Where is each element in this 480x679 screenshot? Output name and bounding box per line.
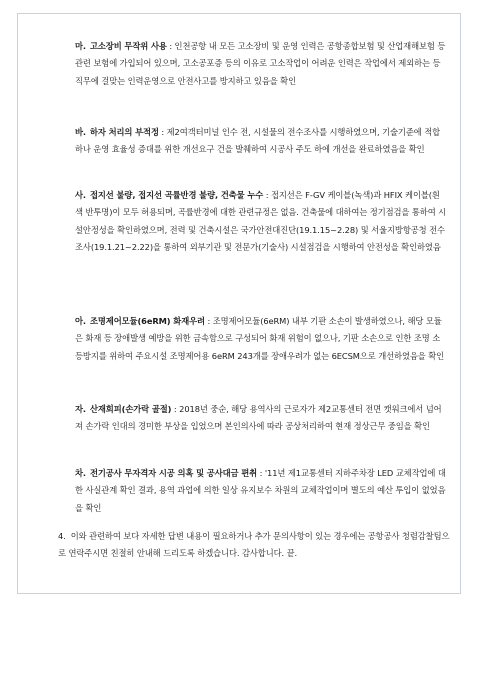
section-text: : 제2여객터미널 인수 전, 시설물의 전수조사를 시행하였으며, 기술기준에 적합하나 운영 효율성 증대를 위한 개선요구 건을 발췌하여 시공사 주도 하에 개선을 완료하였음을 확인: [75, 127, 441, 155]
section-label: 바.: [75, 127, 86, 137]
section-ma: [75, 38, 447, 90]
section-title: 접지선 불량, 접지선 곡률반경 불량, 건축물 누수: [89, 190, 264, 200]
section-title: 고소장비 무작위 사용: [89, 41, 167, 51]
section-label: 사.: [75, 190, 86, 200]
section-text: : 조명제어모듈(6eRM) 내부 기판 소손이 발생하였으나, 해당 모듈은 화재 등 장애발생 예방을 위한 금속함으로 구성되어 화재 위험이 없으나, 기판 소손으로 인한 조명 소등방지를 위하여 주요시설 조명제어용 6eRM 243개를 장애우려가 없는 6ECSM으로 개선하였음을 확인: [75, 316, 445, 361]
section-label: 자.: [75, 404, 86, 414]
section-ba: [75, 124, 447, 159]
section-sa: [75, 187, 447, 256]
closing-label: 4.: [58, 531, 66, 541]
section-label: 차.: [75, 468, 86, 478]
closing-text: 이와 관련하여 보다 자세한 답변 내용이 필요하거나 추가 문의사항이 있는 경우에는 공항공사 청렴감찰팀으로 연락주시면 친절히 안내해 드리도록 하겠습니다. 감사합니다. 끝.: [58, 531, 450, 559]
section-a: [75, 313, 447, 365]
section-title: 전기공사 무자격자 시공 의혹 및 공사대금 편취: [89, 468, 258, 478]
section-label: 마.: [75, 41, 86, 51]
section-text: : 2018년 중순, 해당 용역사의 근로자가 제2교통센터 전면 캣워크에서 넘어져 손가락 인대의 경미한 부상을 입었으며 본인의사에 따라 공상처리하여 현재 정상근무 중임을 확인: [75, 404, 442, 432]
section-title: 산재회피(손가락 골절): [89, 404, 172, 414]
section-text: : 인천공항 내 모든 고소장비 및 운영 인력은 공항종합보험 및 산업재해보험 등 관련 보험에 가입되어 있으며, 고소공포증 등의 이유로 고소작업이 어려운 인력은 작업에서 제외하는 등 직무에 걸맞는 인력운영으로 안전사고를 방지하고 있음을 확인: [75, 41, 446, 86]
closing-paragraph: [58, 528, 450, 563]
section-cha: [75, 465, 447, 517]
section-ja: [75, 401, 447, 436]
section-label: 아.: [75, 316, 86, 326]
section-title: 조명제어모듈(6eRM) 화재우려: [89, 316, 205, 326]
section-text: : '11년 제1교통센터 지하주차장 LED 교체작업에 대한 사실관계 확인 결과, 용역 과업에 의한 일상 유지보수 차원의 교체작업이며 별도의 예산 투입이 없었음을 확인: [75, 468, 446, 513]
section-text: : 접지선은 F-GV 케이블(녹색)과 HFIX 케이블(흰색 반투명)이 모두 허용되며, 곡률반경에 대한 관련규정은 없음. 건축물에 대하여는 정기점검을 통하여 시설안정성을 확인하였으며, 전력 및 건축시설은 국가안전대진단(19.1.15~2.28) 및 서울지방항공청 전수조사(19.1.21~2.22)을 통하여 외부기관 및 전문가(기술사) 시설점검을 시행하여 안전성을 확인하였음: [75, 190, 447, 252]
section-title: 하자 처리의 부적정: [89, 127, 159, 137]
